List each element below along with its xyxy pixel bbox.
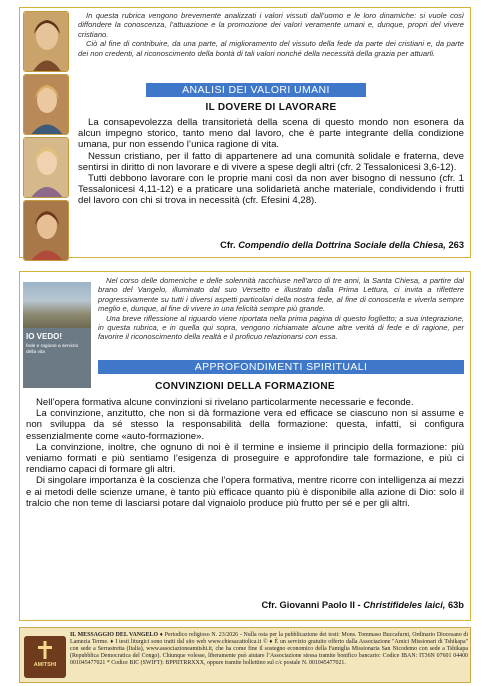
portrait-icon bbox=[23, 74, 69, 135]
body-paragraph: Di singolare importanza è la coscienza che l’opera formativa, mentre ricorre con intelligenza ai mezzi e ai metodi delle scienze umane, è tanto più efficace quanto più è disponibile alla azione di Dio: solo il tralcio che non teme di lasciarsi potare dal vignaiolo produce più frutto per sé e per gli altri. bbox=[26, 475, 464, 509]
article-body bbox=[78, 117, 464, 207]
citation-work: Compendio della Dottrina Sociale della Chiesa, bbox=[238, 240, 446, 250]
masthead: IL MESSAGGIO DEL VANGELO bbox=[70, 632, 159, 638]
values-section bbox=[19, 7, 471, 258]
section-banner: APPROFONDIMENTI SPIRITUALI bbox=[98, 360, 464, 374]
body-paragraph: Nessun cristiano, per il fatto di appartenere ad una comunità solidale e fraterna, deve sentirsi in diritto di non lavorare e di vivere a spese degli altri (cfr. 2 Tessalonicesi 3,6-12). bbox=[78, 150, 464, 173]
amitshi-logo bbox=[24, 636, 66, 678]
citation-number: 63b bbox=[447, 600, 464, 610]
intro-paragraph: Una breve riflessione al riguardo viene riportata nella prima pagina di questo foglietto; a sua integrazione, in questa rubrica, e in quella qui sopra, vengono richiamate alcune altre verità di fede e di ragione, per favorire il riconoscimento della realtà e il proficuo relazionarsi con essa. bbox=[98, 313, 464, 342]
footer-info: ♦ Periodico religioso N. 23/2026 - Nulla osta per la pubblicazione dei testi: Mons. Tommaso Buccafurni, Ordinario Diocesano di Lamezia Terme. ♦ I testi liturgici sono tratti dal sito web www.chiesacattolica.it © ♦ È un servizio gratuito offerto dalla Associazione "Amici Missionari di Tshikapa" con sede a Serrastretta (Italia), www.associazioneamitshi.it, che ha come fine il sostegno economico della Famiglia Missionaria San Nicodemo con sede a Tshikapa (Repubblica Democratica del Congo). Chiunque volesse, liberamente può aiutare l’Associazione stessa tramite bonifico bancario: Codice IBAN: IT36N 07601 04400 001045477021 * Codice BIC (SWIFT): BPPIITRRXXX, oppure tramite bollettino sul c/c postale N. 001045477021. bbox=[70, 632, 468, 666]
citation-work: Christifideles laici, bbox=[363, 600, 446, 610]
article-title: IL DOVERE DI LAVORARE bbox=[205, 102, 337, 113]
badge-band bbox=[23, 328, 91, 388]
spiritual-section bbox=[19, 271, 471, 621]
landscape-image bbox=[23, 282, 91, 328]
citation bbox=[26, 600, 464, 610]
badge-subtitle: fede e ragione a servizio della vita bbox=[26, 344, 79, 355]
citation-prefix: Cfr. Giovanni Paolo II - bbox=[261, 600, 361, 610]
footer-text bbox=[70, 632, 468, 667]
citation-prefix: Cfr. bbox=[220, 240, 236, 250]
cross-icon bbox=[35, 640, 55, 660]
logo-text: AMITSHI bbox=[33, 662, 57, 668]
badge-title: IO VEDO! bbox=[26, 332, 63, 341]
intro-paragraph: In questa rubrica vengono brevemente analizzati i valori vissuti dall’uomo e le loro dinamiche: si vuole così diffondere la conoscenza, l’attuazione e la promozione dei valori veramente umani e, dunque, propri del vivere cristiano. bbox=[78, 11, 464, 39]
section-banner: ANALISI DEI VALORI UMANI bbox=[146, 83, 366, 97]
article-title: CONVINZIONI DELLA FORMAZIONE bbox=[155, 381, 335, 392]
portrait-column bbox=[23, 11, 69, 263]
intro-paragraph: Ciò al fine di contribuire, da una parte, al miglioramento del vissuto della fede da parte dei cristiani e, da parte dei non credenti, al riconoscimento della bontà di tali valori nonché della necessità della grazia per attuarli. bbox=[78, 39, 464, 58]
body-paragraph: La consapevolezza della transitorietà della scena di questo mondo non esonera da alcun impegno storico, tanto meno dal lavoro, che è parte integrante della condizione umana, pur non essendo l’unica ragione di vita. bbox=[78, 117, 464, 151]
portrait-icon bbox=[23, 137, 69, 198]
body-paragraph: La convinzione, anzitutto, che non si dà formazione vera ed efficace se ciascuno non si assume e non sviluppa da sé stesso la responsabilità della formazione: questa, infatti, si configura essenzialmente come «auto-formazione». bbox=[26, 408, 464, 442]
body-paragraph: Nell’opera formativa alcune convinzioni si rivelano particolarmente necessarie e feconde. bbox=[36, 397, 414, 408]
intro-paragraph: Nel corso delle domeniche e delle solennità racchiuse nell’arco di tre anni, la Santa Chiesa, a partire dal brano del Vangelo, illuminato dal suo Versetto e illustrato dalla Prima Lettura, ci invita a riflettere progressivamente su tutti i diversi aspetti particolari della nostra fede, al fine di conoscerla e viverla sempre meglio e, dunque, al fine di vivere in una felicità sempre più grande. bbox=[98, 276, 464, 314]
footer bbox=[19, 627, 471, 683]
section-intro bbox=[78, 11, 464, 58]
portrait-icon bbox=[23, 200, 69, 261]
body-paragraph: Tutti debbono lavorare con le proprie mani così da non aver bisogno di nessuno (cfr. 1 Tessalonicesi 4,11-12) e a praticare una solidarietà anche materiale, condividendo i frutti del lavoro con chi si trova in necessità (cfr. Efesini 4,28). bbox=[78, 173, 464, 207]
citation-number: 263 bbox=[448, 240, 464, 250]
io-vedo-badge bbox=[23, 282, 91, 388]
section-intro bbox=[98, 276, 464, 342]
body-paragraph: La convinzione, inoltre, che ognuno di noi è il termine e insieme il principio della formazione: più veniamo formati e più sentiamo l’esigenza di proseguire e approfondire tale formazione, e più ci rendiamo capaci di formare gli altri. bbox=[26, 441, 464, 476]
article-body bbox=[26, 397, 464, 509]
portrait-icon bbox=[23, 11, 69, 72]
citation bbox=[78, 240, 464, 250]
